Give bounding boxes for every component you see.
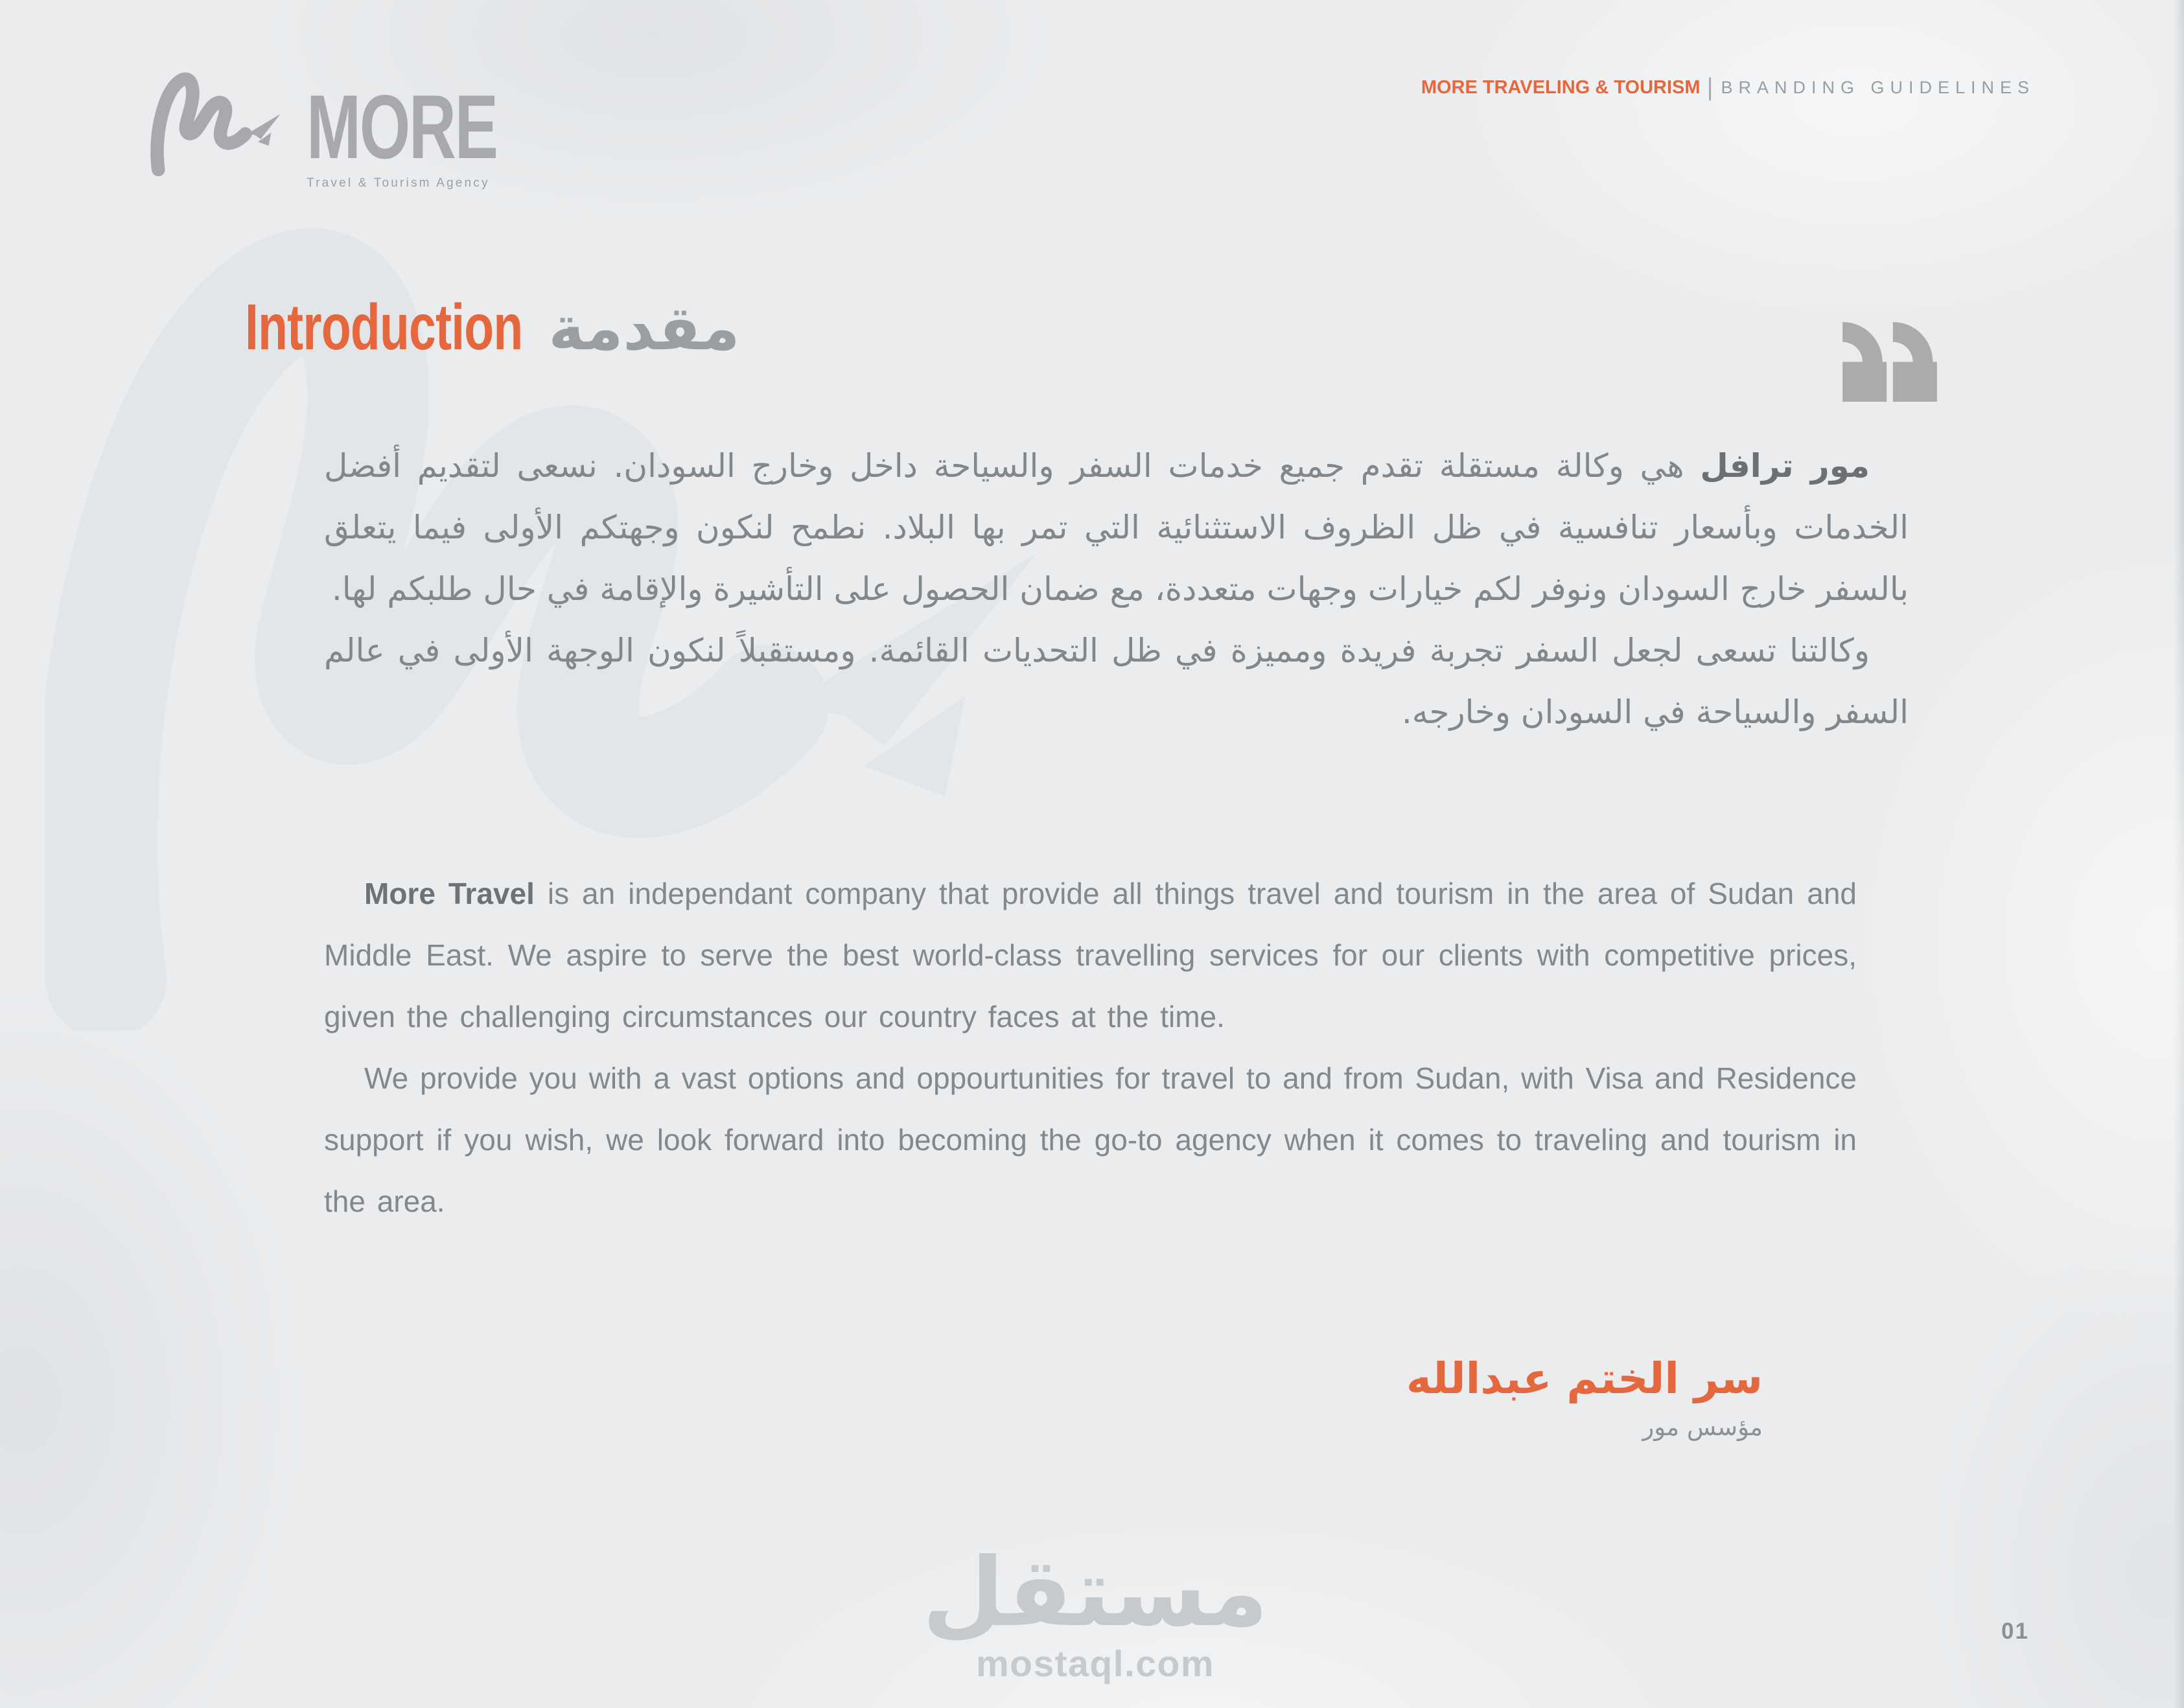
english-lead: More Travel bbox=[364, 877, 535, 910]
english-intro-text bbox=[324, 863, 1857, 1232]
watermark-domain: mostaql.com bbox=[975, 1643, 1215, 1685]
logo-wordmark: MORE bbox=[307, 76, 497, 178]
signature-block bbox=[1406, 1351, 1763, 1441]
logo-text-column bbox=[307, 76, 571, 190]
arabic-paragraph-1-body: هي وكالة مستقلة تقدم جميع خدمات السفر والسياحة داخل وخارج السودان. نسعى لتقديم أفضل الخدمات وبأسعار تنافسية في ظل الظروف الاستثنائية التي تمر بها البلاد. نطمح لنكون وجهتكم الأولى فيما يتعلق بالسفر خارج السودان ونوفر لكم خيارات وجهات متعددة، مع ضمان الحصول على التأشيرة والإقامة في حال طلبكم لها. bbox=[324, 447, 1909, 608]
english-paragraph-1 bbox=[324, 863, 1857, 1048]
logo-mark-icon bbox=[150, 62, 283, 178]
quote-icon bbox=[1842, 322, 1937, 402]
english-paragraph-2: We provide you with a vast options and oppourtunities for travel to and from Sudan, with Visa and Residence support if you wish, we look forward into becoming the go-to agency when it comes to traveling and tourism in the area. bbox=[324, 1061, 1857, 1218]
page-title-english: Introduction bbox=[245, 291, 523, 364]
english-paragraph-1-body: is an independant company that provide all things travel and tourism in the area of Sudan and Middle East. We aspire to serve the best world-class travelling services for our clients with competitive prices, given the challenging circumstances our country faces at the time. bbox=[324, 877, 1857, 1033]
watermark-arabic-logo: مستقل bbox=[922, 1538, 1268, 1648]
page-title-row bbox=[245, 290, 740, 365]
header-doc-label: BRANDING GUIDELINES bbox=[1721, 77, 2035, 97]
document-header bbox=[1421, 75, 2035, 100]
page-title-arabic: مقدمة bbox=[548, 294, 740, 364]
arabic-paragraph-1 bbox=[324, 435, 1909, 620]
signature-title: مؤسس مور bbox=[1642, 1413, 1763, 1441]
header-divider: | bbox=[1706, 74, 1714, 101]
header-brand-label: MORE TRAVELING & TOURISM bbox=[1421, 76, 1701, 98]
logo-tagline: Travel & Tourism Agency bbox=[307, 176, 490, 190]
arabic-intro-text bbox=[324, 435, 1909, 743]
page-number: 01 bbox=[2001, 1619, 2029, 1644]
arabic-paragraph-2: وكالتنا تسعى لجعل السفر تجربة فريدة ومميزة في ظل التحديات القائمة. ومستقبلاً لنكون الوجهة الأولى في عالم السفر والسياحة في السودان وخارجه. bbox=[324, 632, 1909, 731]
signature-name: سر الختم عبدالله bbox=[1406, 1354, 1763, 1403]
arabic-lead: مور ترافل bbox=[1700, 447, 1870, 485]
brand-logo bbox=[150, 62, 571, 190]
site-watermark bbox=[868, 1538, 1322, 1685]
